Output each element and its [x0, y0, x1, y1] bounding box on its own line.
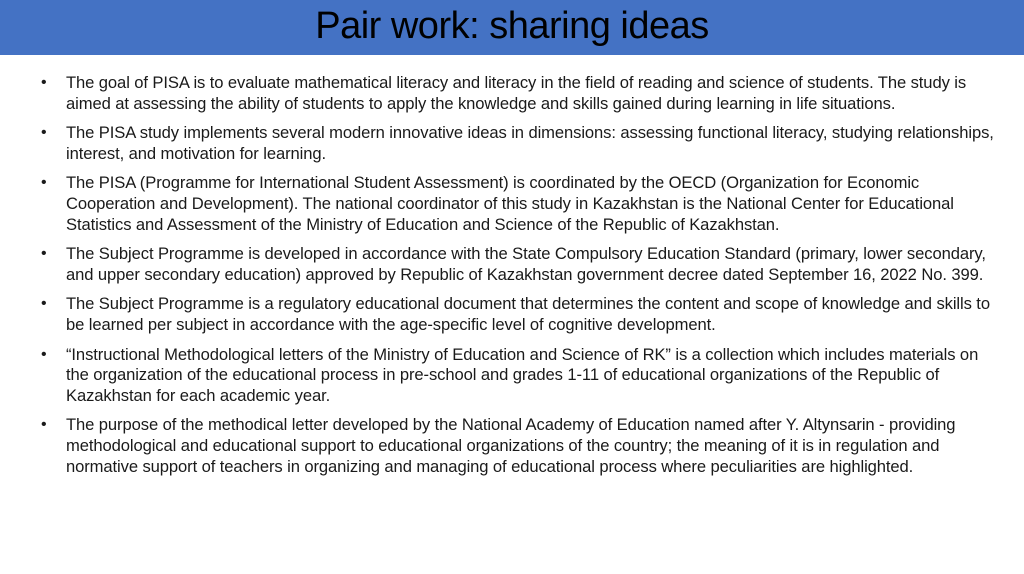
bullet-text: The Subject Programme is a regulatory educational document that determines the content and scope of knowledge and skills to be learned per subject in accordance with the age-specific level of cognitive development. — [66, 294, 990, 334]
bullet-list — [38, 73, 998, 486]
bullet-icon: • — [41, 124, 47, 142]
bullet-icon: • — [41, 74, 47, 91]
bullet-icon: • — [41, 295, 47, 313]
bullet-text: The goal of PISA is to evaluate mathematical literacy and literacy in the field of reading and science of students. The study is aimed at assessing the ability of students to apply the knowledge and skills gained during learning in life situations. — [66, 73, 967, 113]
bullet-item — [38, 123, 998, 164]
bullet-icon: • — [41, 345, 47, 363]
bullet-icon: • — [41, 245, 47, 263]
bullet-item — [38, 294, 998, 335]
bullet-item — [38, 73, 998, 114]
bullet-icon: • — [41, 174, 47, 192]
bullet-text: The Subject Programme is developed in accordance with the State Compulsory Education Standard (primary, lower secondary, and upper secondary education) approved by Republic of Kazakhstan government decree dated September 16, 2022 No. 399. — [66, 244, 986, 284]
bullet-text: The purpose of the methodical letter developed by the National Academy of Education named after Y. Altynsarin - providing methodological and educational support to educational organizations of the country; the meaning of it is in regulation and normative support of teachers in organizing and managing of educational process where peculiarities are highlighted. — [66, 415, 956, 476]
bullet-item — [38, 345, 998, 407]
bullet-text: “Instructional Methodological letters of the Ministry of Education and Science of RK” is a collection which includes materials on the organization of the educational process in pre-school and grades 1-11 of educational organizations of the Republic of Kazakhstan for each academic year. — [66, 344, 979, 405]
bullet-item — [38, 244, 998, 285]
slide-title: Pair work: sharing ideas — [315, 5, 709, 47]
bullet-text: The PISA (Programme for International Student Assessment) is coordinated by the OECD (Organization for Economic Cooperation and Development). The national coordinator of this study in Kazakhstan is the National Center for Educational Statistics and Assessment of the Ministry of Education and Science of the Republic of Kazakhstan. — [66, 173, 954, 234]
bullet-item — [38, 415, 998, 477]
bullet-item — [38, 173, 998, 235]
bullet-text: The PISA study implements several modern innovative ideas in dimensions: assessing functional literacy, studying relationships, interest, and motivation for learning. — [66, 123, 994, 163]
bullet-icon: • — [41, 416, 47, 434]
